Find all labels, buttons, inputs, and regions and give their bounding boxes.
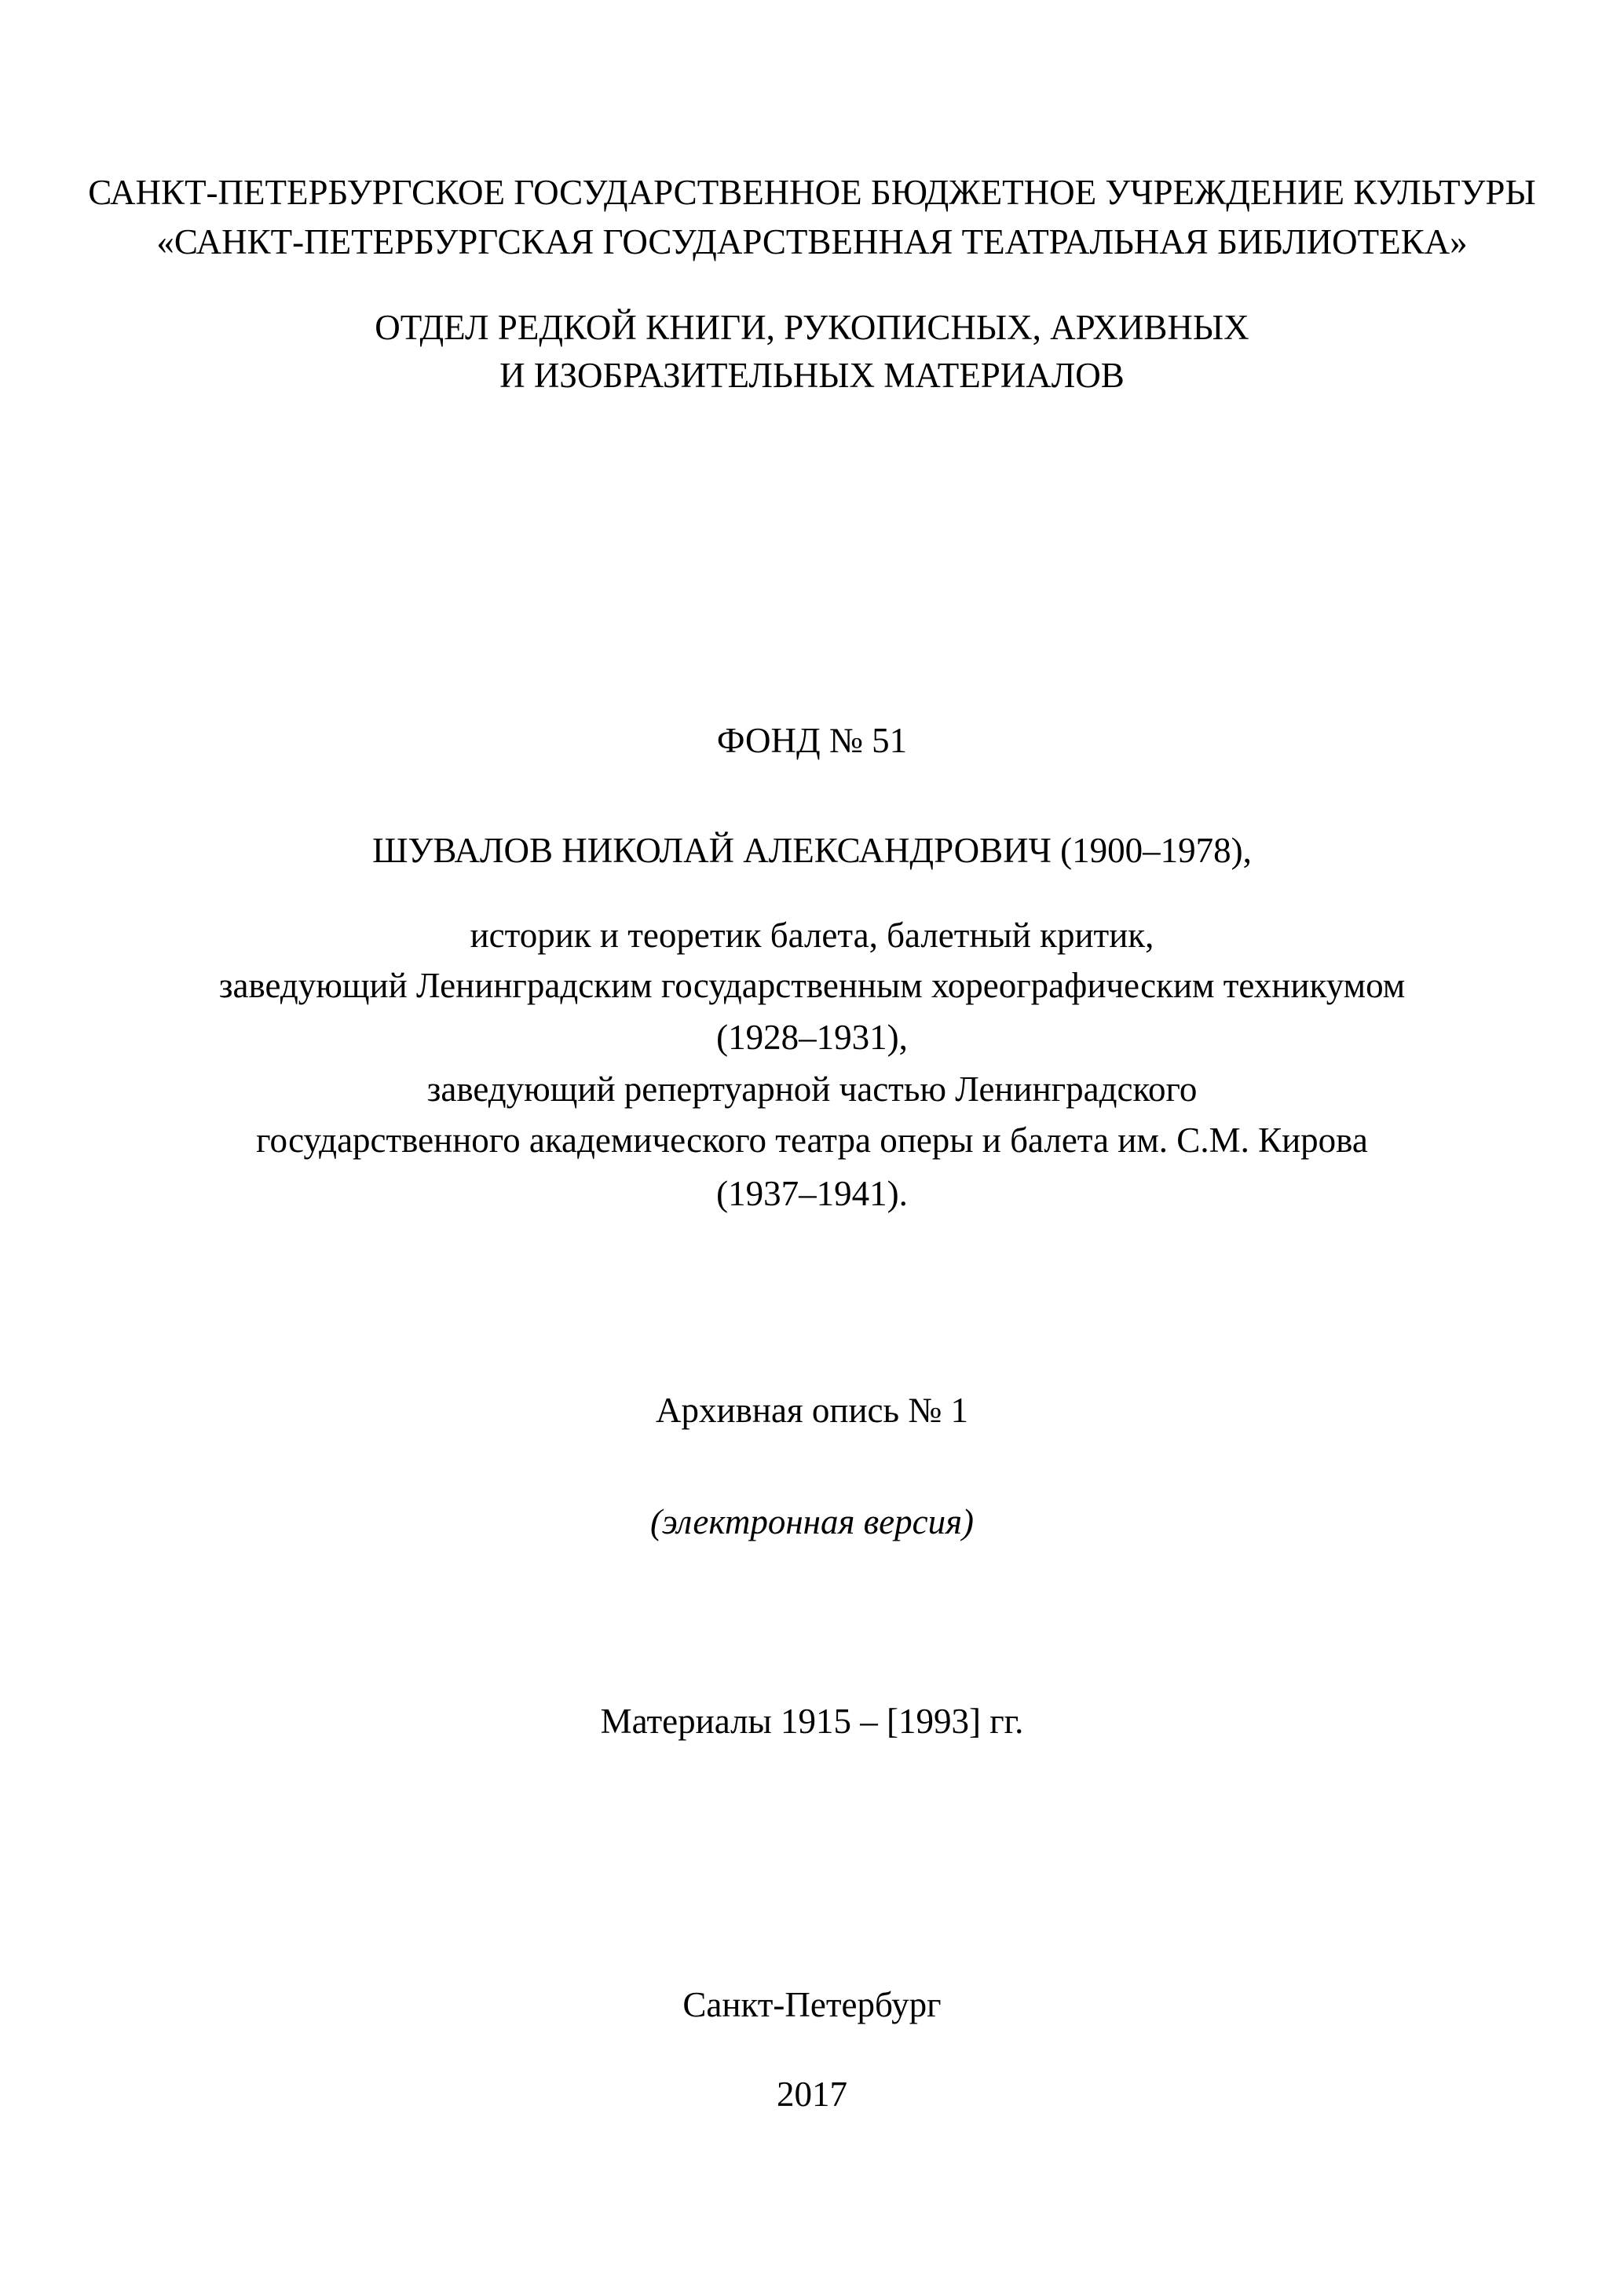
inventory-title: Архивная опись № 1	[656, 1391, 968, 1430]
description-line-5: государственного академического театра оперы и балета им. С.М. Кирова	[256, 1121, 1368, 1160]
department-line-1: ОТДЕЛ РЕДКОЙ КНИГИ, РУКОПИСНЫХ, АРХИВНЫХ	[375, 308, 1249, 347]
department-line-2: И ИЗОБРАЗИТЕЛЬНЫХ МАТЕРИАЛОВ	[499, 356, 1125, 395]
description-line-1: историк и теоретик балета, балетный критик,	[470, 916, 1154, 955]
publication-year: 2017	[777, 2075, 847, 2114]
description-line-4: заведующий репертуарной частью Ленинградского	[426, 1069, 1198, 1109]
description-line-3: (1928–1931),	[716, 1018, 908, 1057]
description-line-6: (1937–1941).	[716, 1174, 908, 1213]
description-line-2: заведующий Ленинградским государственным хореографическим техникумом	[218, 966, 1406, 1005]
publication-city: Санкт-Петербург	[682, 1985, 942, 2024]
inventory-version: (электронная версия)	[649, 1502, 975, 1541]
materials-range: Материалы 1915 – [1993] гг.	[600, 1702, 1024, 1741]
institution-line-1: САНКТ-ПЕТЕРБУРГСКОЕ ГОСУДАРСТВЕННОЕ БЮДЖЕТНОЕ УЧРЕЖДЕНИЕ КУЛЬТУРЫ	[88, 173, 1536, 212]
person-name: ШУВАЛОВ НИКОЛАЙ АЛЕКСАНДРОВИЧ (1900–1978),	[372, 831, 1252, 870]
institution-line-2: «САНКТ-ПЕТЕРБУРГСКАЯ ГОСУДАРСТВЕННАЯ ТЕАТРАЛЬНАЯ БИБЛИОТЕКА»	[156, 222, 1468, 261]
fond-title: ФОНД № 51	[716, 721, 908, 760]
